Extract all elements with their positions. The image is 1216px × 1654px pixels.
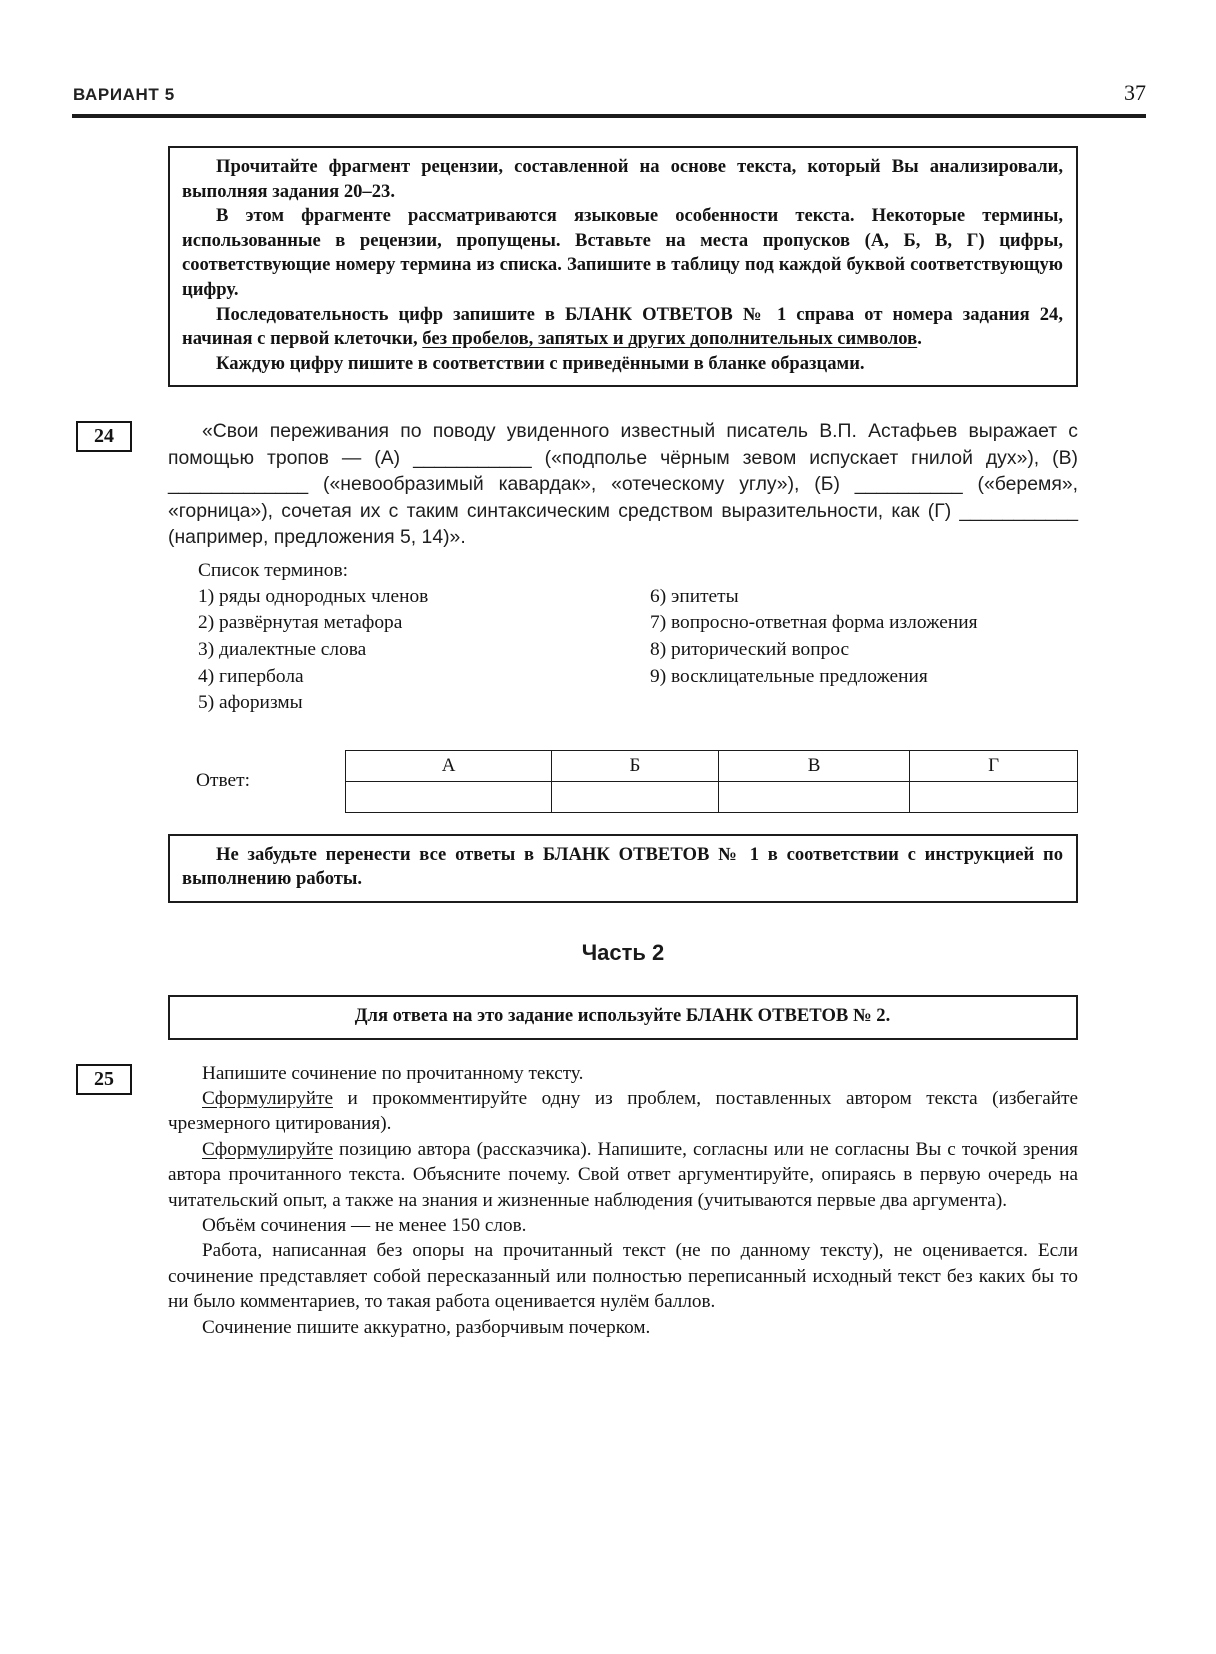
task25-paragraph-1: Напишите сочинение по прочитанному тексту. <box>202 1062 584 1084</box>
task25-paragraph-4: Объём сочинения — не менее 150 слов. <box>202 1215 527 1237</box>
answer-cell-b <box>552 781 719 812</box>
reminder-box <box>168 834 1078 903</box>
use-blank2-text: Для ответа на это задание используйте БЛАНК ОТВЕТОВ № 2. <box>354 1005 891 1026</box>
task24-number-box: 24 <box>76 421 132 452</box>
answer-cell-a <box>346 781 552 812</box>
task25-p2-underlined: Сформулируйте <box>202 1088 333 1109</box>
page-header <box>73 80 1146 106</box>
terms-column-right <box>650 584 1078 717</box>
page-number: 37 <box>1124 80 1146 105</box>
answer-column-header-a: А <box>346 750 552 781</box>
reminder-text: Не забудьте перенести все ответы в БЛАНК ОТВЕТОВ № 1 в соответствии с инструкцией по выполнению работы. <box>182 843 1063 890</box>
instruction-p3-post: . <box>917 328 922 350</box>
task24-instruction-box <box>168 146 1078 387</box>
task25-p3-rest: позицию автора (рассказчика). Напишите, согласны или не согласны Вы с точкой зрения автора прочитанного текста. Объясните почему. Свой ответ аргументируйте, опираясь в первую очередь на читательский опыт, а также на знания и жизненные наблюдения (учитываются первые два аргумента). <box>168 1138 1078 1211</box>
content-column <box>94 146 1078 1340</box>
term-item: 1) ряды однородных членов <box>198 585 429 607</box>
task25-p2-rest: и прокомментируйте одну из проблем, поставленных автором текста (избегайте чрезмерного цитирования). <box>168 1088 1078 1135</box>
term-item: 4) гипербола <box>198 665 304 687</box>
instruction-paragraph-4: Каждую цифру пишите в соответствии с приведёнными в бланке образцами. <box>216 352 865 374</box>
task25-paragraph-5: Работа, написанная без опоры на прочитанный текст (не по данному тексту), не оценивается. Если сочинение представляет собой пересказанный или полностью переписанный исходный текст без каких бы то ни было комментариев, то такая работа оценивается нулём баллов. <box>168 1240 1078 1313</box>
answer-block <box>168 750 1078 813</box>
terms-list-heading: Список терминов: <box>198 559 349 581</box>
task25-paragraph-3 <box>168 1137 1078 1213</box>
part2-heading: Часть 2 <box>581 940 665 965</box>
answer-cell-v <box>718 781 909 812</box>
term-item: 2) развёрнутая метафора <box>198 612 403 634</box>
answer-cell-g <box>910 781 1078 812</box>
instruction-p3-pre: Последовательность цифр запишите в БЛАНК ОТВЕТОВ № 1 справа от номера задания 24, начиная с первой клеточки, <box>182 303 1063 350</box>
answer-table-header-row <box>346 750 1078 781</box>
instruction-p3-underlined: без пробелов, запятых и других дополнительных символов <box>422 328 918 350</box>
answer-column-header-v: В <box>718 750 909 781</box>
instruction-paragraph-2: В этом фрагменте рассматриваются языковые особенности текста. Некоторые термины, использованные в рецензии, пропущены. Вставьте на места пропусков (А, Б, В, Г) цифры, соответствующие номеру термина из списка. Запишите в таблицу под каждой буквой соответствующую цифру. <box>182 205 1063 300</box>
task-25 <box>94 1061 1078 1340</box>
instruction-paragraph-1: Прочитайте фрагмент рецензии, составленной на основе текста, который Вы анализировали, выполняя задания 20–23. <box>182 156 1063 202</box>
term-item: 9) восклицательные предложения <box>650 665 928 687</box>
answer-column-header-g: Г <box>910 750 1078 781</box>
term-item: 8) риторический вопрос <box>650 639 850 661</box>
task-24 <box>94 418 1078 812</box>
task25-p3-underlined: Сформулируйте <box>202 1138 333 1160</box>
variant-label: ВАРИАНТ 5 <box>73 85 175 104</box>
term-item: 6) эпитеты <box>650 585 739 607</box>
header-rule <box>72 114 1146 118</box>
instruction-paragraph-3 <box>182 303 1063 352</box>
answer-table-value-row <box>346 781 1078 812</box>
answer-table <box>345 750 1078 813</box>
task25-paragraph-6: Сочинение пишите аккуратно, разборчивым почерком. <box>202 1316 651 1338</box>
term-item: 5) афоризмы <box>198 692 303 714</box>
answer-column-header-b: Б <box>552 750 719 781</box>
answer-label: Ответ: <box>196 770 250 792</box>
term-item: 3) диалектные слова <box>198 639 367 661</box>
terms-list <box>168 584 1078 717</box>
terms-column-left <box>198 584 650 717</box>
use-blank2-box <box>168 995 1078 1040</box>
task24-text: «Свои переживания по поводу увиденного известный писатель В.П. Астафьев выражает с помощью тропов — (А) ___________ («подполье чёрным зевом испускает гнилой дух»), (В) _____________ («невообразимый кавардак», «отеческому углу»), (Б) __________ («беремя», «горница»), сочетая их с таким синтаксическим средством выразительности, как (Г) ___________ (например, предложения 5, 14)». <box>168 420 1078 549</box>
term-item: 7) вопросно-ответная форма изложения <box>650 612 978 634</box>
task25-number-box: 25 <box>76 1064 132 1095</box>
task25-paragraph-2 <box>168 1086 1078 1137</box>
